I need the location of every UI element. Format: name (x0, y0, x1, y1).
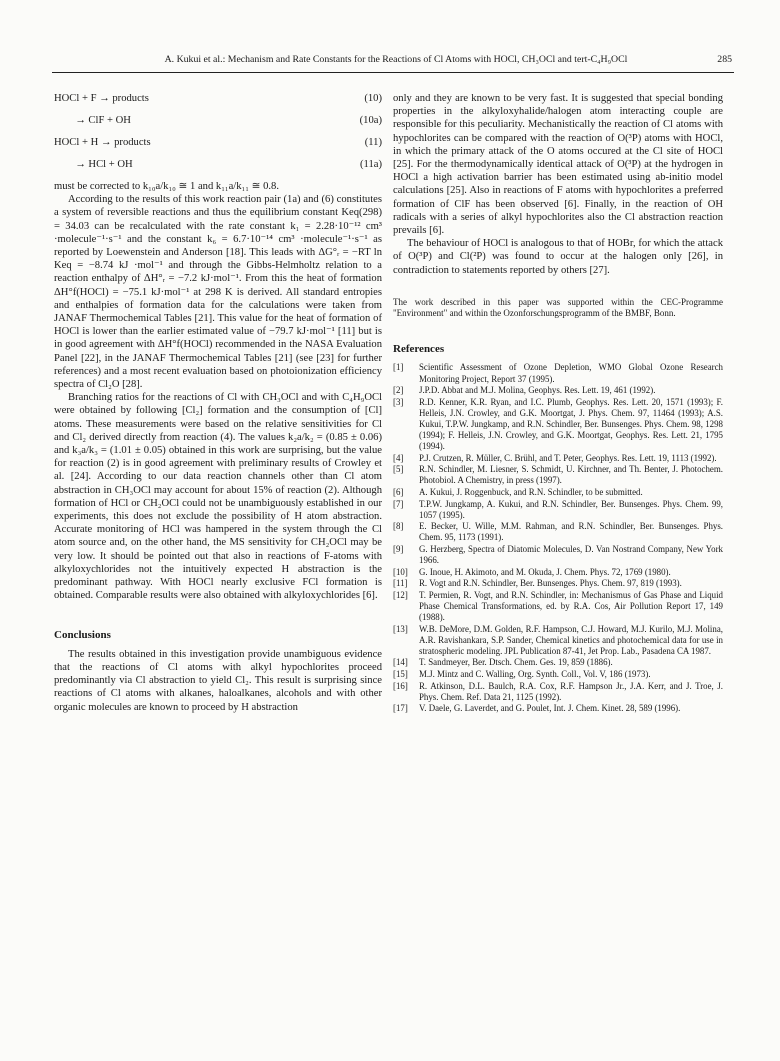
reference-item (393, 703, 723, 714)
reference-item (393, 578, 723, 589)
reference-text: T. Sandmeyer, Ber. Dtsch. Chem. Ges. 19, 859 (1886). (419, 657, 613, 668)
reference-number: [16] (393, 680, 408, 691)
reference-item (393, 567, 723, 578)
reference-number: [14] (393, 657, 408, 668)
acknowledgement: The work described in this paper was supported within the CEC-Programme "Environment" and within the Ozonforschungsprogramm of the BMBF, Bonn. (393, 296, 723, 319)
reference-item (393, 397, 723, 452)
equation-text: HOCl + F → products (54, 93, 149, 104)
reference-item (393, 499, 723, 521)
reference-text: M.J. Mintz and C. Walling, Org. Synth. Coll., Vol. V, 186 (1973). (419, 668, 651, 679)
reference-text: A. Kukui, J. Roggenbuck, and R.N. Schindler, to be submitted. (419, 486, 643, 497)
reference-number: [1] (393, 362, 404, 373)
reference-number: [5] (393, 464, 404, 475)
equation-row (54, 114, 382, 136)
reference-item (393, 624, 723, 657)
reference-text: R.D. Kenner, K.R. Ryan, and I.C. Plumb, Geophys. Res. Lett. 20, 1571 (1993); F. Helleis, J.N. Crowley, and G.K. Moortgat, J. Phys. Chem. 97, 11464 (1993); A.S. Kukui, T.P.W. Jungkamp, and R.N. Schindler, Ber. Bunsenges. Phys. Chem. 98, 1298 (1994); F. Helleis, J.N. Crowley, and G.K. Moortgat, Geophys. Res. Lett. 21, 1795 (1994). (419, 396, 723, 452)
reference-text: R. Atkinson, D.L. Baulch, R.A. Cox, R.F. Hampson Jr., J.A. Kerr, and J. Troe, J. Phys. Chem. Ref. Data 21, 1125 (1992). (419, 680, 723, 702)
equation-number: (10a) (359, 115, 382, 126)
reference-number: [2] (393, 385, 404, 396)
reference-item (393, 681, 723, 703)
header-rule (52, 72, 734, 73)
reference-list (393, 362, 723, 714)
reference-number: [17] (393, 703, 408, 714)
body-paragraph: only and they are known to be very fast. It is suggested that special bonding properties in the alkyloxyhalide/halogen atom interacting couple are responsible for this peculiarity. Mechanistically the reaction of Cl atoms with hypochlorites can be compared with the reaction of O(³P) atoms with HOCl, in which the primary attack of the O atoms occured at the Cl site of HOCl [25]. For the thermodynamically identical attack of O(³P) at the hydrogen in HOCl a high activation barrier has been estimated using ab-initio model calculations [25]. Also in reactions of F atoms with hypochlorites a preferred formation of ClF has been observed [6]. Finally, in the reaction of OH radicals with a series of alkyl hypochlorites also the Cl abstraction reaction prevails [6]. (393, 93, 723, 237)
reference-text: T. Permien, R. Vogt, and R.N. Schindler, in: Mechanismus of Gas Phase and Liquid Phase Chemical Transformations, ed. by R.A. Cos, Air Pollution Report 17, 149 (1988). (419, 589, 723, 623)
reference-item (393, 544, 723, 566)
reference-number: [11] (393, 578, 408, 589)
reference-item (393, 385, 723, 396)
equation-text: HOCl + H → products (54, 137, 151, 148)
equation-row (54, 158, 382, 180)
reference-text: G. Inoue, H. Akimoto, and M. Okuda, J. Chem. Phys. 72, 1769 (1980). (419, 566, 671, 577)
reference-item (393, 453, 723, 464)
reference-number: [12] (393, 589, 408, 600)
reference-number: [7] (393, 498, 404, 509)
reference-text: T.P.W. Jungkamp, A. Kukui, and R.N. Schindler, Ber. Bunsenges. Phys. Chem. 99, 1057 (1995). (419, 498, 723, 520)
reference-item (393, 464, 723, 486)
body-paragraph: Branching ratios for the reactions of Cl with CH₃OCl and with C₄H₉OCl were obtained by following [Cl₂] formation and the consumption of [Cl] atoms. These measurements were based on the relative sensitivities for Cl and Cl₂ derived directly from reaction (4). The values k₂a/k₂ = (0.85 ± 0.06) and k₃a/k₃ = (1.01 ± 0.05) obtained in this work are surprising, but the value for reaction (2) is in good agreement with preliminary results of Crowley et al. [24]. According to our data reaction channels other than Cl atom abstraction in CH₃OCl may account for about 15% of reaction (2). Although formation of HCl or CH₂OCl could not be unambiguously established in our experiments, this does not exclude the possibility of H atom abstraction. Accurate monitoring of HCl was hampered in the system through the Cl atom source and, on the other hand, the MS sensitivity for CH₂OCl may be very low. It should be pointed out that also in reactions of F-atoms with alkyloxychlorides not the intuitively expected H abstraction is the predominant pathway. With HOCl nearly exclusive FCl formation is obtained. Comparable results were also obtained with alkyloxychlorides [6]. (54, 392, 382, 602)
reference-number: [9] (393, 543, 404, 554)
reference-text: W.B. DeMore, D.M. Golden, R.F. Hampson, C.J. Howard, M.J. Kurilo, M.J. Molina, A.R. Ravishankara, S.P. Sander, Chemical kinetics and photochemical data for use in stratospheric modeling. JPL Publication 87-41, Jet Prop. Lab., Pasadena CA 1987. (419, 623, 723, 656)
reference-text: G. Herzberg, Spectra of Diatomic Molecules, D. Van Nostrand Company, New York 1966. (419, 543, 723, 566)
reference-text: E. Becker, U. Wille, M.M. Rahman, and R.N. Schindler, Ber. Bunsenges. Phys. Chem. 95, 1173 (1991). (419, 521, 723, 543)
reference-item (393, 657, 723, 668)
reference-number: [15] (393, 668, 408, 679)
body-paragraph: According to the results of this work reaction pair (1a) and (6) constitutes a system of reversible reactions and thus the equilibrium constant Keq(298) = 34.03 can be recalculated with the rate constant k₁ = 2.28·10⁻¹² cm³ ·molecule⁻¹·s⁻¹ and the constant k₆ = 6.7·10⁻¹⁴ cm³ ·molecule⁻¹·s⁻¹ as reported by Loewenstein and Anderson [18]. This leads with ΔG°ᵣ = −RT ln Keq = −8.74 kJ ·mol⁻¹ and through the Gibbs-Helmholtz relation to a reaction enthalpy of ΔH°ᵣ = −7.2 kJ·mol⁻¹. From this the heat of formation ΔH°f(HOCl) = −75.1 kJ·mol⁻¹ at 298 K is derived. All standard entropies and enthalpies of formation data for the calculations were taken from JANAF Thermochemical Tables [21]. This value for the heat of formation of HOCl is lower than the earlier estimated value of −79.7 kJ·mol⁻¹ [11] but is in good agreement with ΔH°f(HOCl) recommended in the NASA Evaluation Panel [22], in the JANAF Thermochemical Tables [21] (see [23] for further references) and a most recent evaluation based on photoionization efficiency spectra of Cl₂O [28]. (54, 194, 382, 391)
equation-text: → HCl + OH (54, 159, 133, 170)
reference-text: R.N. Schindler, M. Liesner, S. Schmidt, U. Kirchner, and Th. Benter, J. Photochem. Photobiol. A Chemistry, in press (1997). (419, 464, 723, 486)
reference-item (393, 487, 723, 498)
equation-number: (11a) (360, 159, 382, 170)
left-column (54, 92, 382, 714)
references-heading: References (393, 343, 445, 356)
equation-row (54, 136, 382, 158)
equation-block (54, 92, 382, 180)
reference-text: Scientific Assessment of Ozone Depletion, WMO Global Ozone Research Monitoring Project, Report 37 (1995). (419, 362, 723, 384)
reference-text: J.P.D. Abbat and M.J. Molina, Geophys. Res. Lett. 19, 461 (1992). (419, 385, 656, 396)
conclusions-paragraph: The results obtained in this investigation provide unambiguous evidence that the reactions of Cl atoms with alkyl hypochlorites proceed predominantly via Cl abstraction to yield Cl₂. This result is surprising since reactions of Cl atoms with alkanes, haloalkanes, alcohols and with other organic molecules are known to proceed by H abstraction (54, 648, 382, 713)
page-number: 285 (717, 54, 732, 65)
reference-item (393, 521, 723, 543)
running-head (60, 54, 732, 66)
equation-number: (10) (364, 93, 382, 104)
reference-item (393, 362, 723, 384)
reference-number: [10] (393, 566, 408, 577)
reference-text: V. Daele, G. Laverdet, and G. Poulet, Int. J. Chem. Kinet. 28, 589 (1996). (419, 703, 681, 714)
body-paragraph: The behaviour of HOCl is analogous to that of HOBr, for which the attack of O(³P) and Cl(²P) was found to occur at the halogen only [26], in contradiction to statements reported by others [27]. (393, 238, 723, 276)
equation-number: (11) (364, 137, 382, 148)
body-paragraph: must be corrected to k₁₀a/k₁₀ ≅ 1 and k₁₁a/k₁₁ ≅ 0.8. (54, 181, 279, 192)
reference-text: R. Vogt and R.N. Schindler, Ber. Bunsenges. Phys. Chem. 97, 819 (1993). (419, 578, 682, 589)
reference-item (393, 590, 723, 623)
conclusions-heading: Conclusions (54, 628, 111, 641)
running-head-title: A. Kukui et al.: Mechanism and Rate Constants for the Reactions of Cl Atoms with HOCl, CH₃OCl and tert-C₄H₉OCl (164, 54, 628, 65)
reference-number: [13] (393, 623, 408, 634)
reference-number: [3] (393, 396, 404, 407)
reference-text: P.J. Crutzen, R. Müller, C. Brühl, and T. Peter, Geophys. Res. Lett. 19, 1113 (1992). (419, 452, 717, 463)
equation-text: → ClF + OH (54, 115, 131, 126)
reference-number: [4] (393, 452, 404, 463)
reference-number: [8] (393, 521, 404, 532)
reference-number: [6] (393, 486, 404, 497)
reference-item (393, 669, 723, 680)
equation-row (54, 92, 382, 114)
right-column (393, 92, 723, 715)
